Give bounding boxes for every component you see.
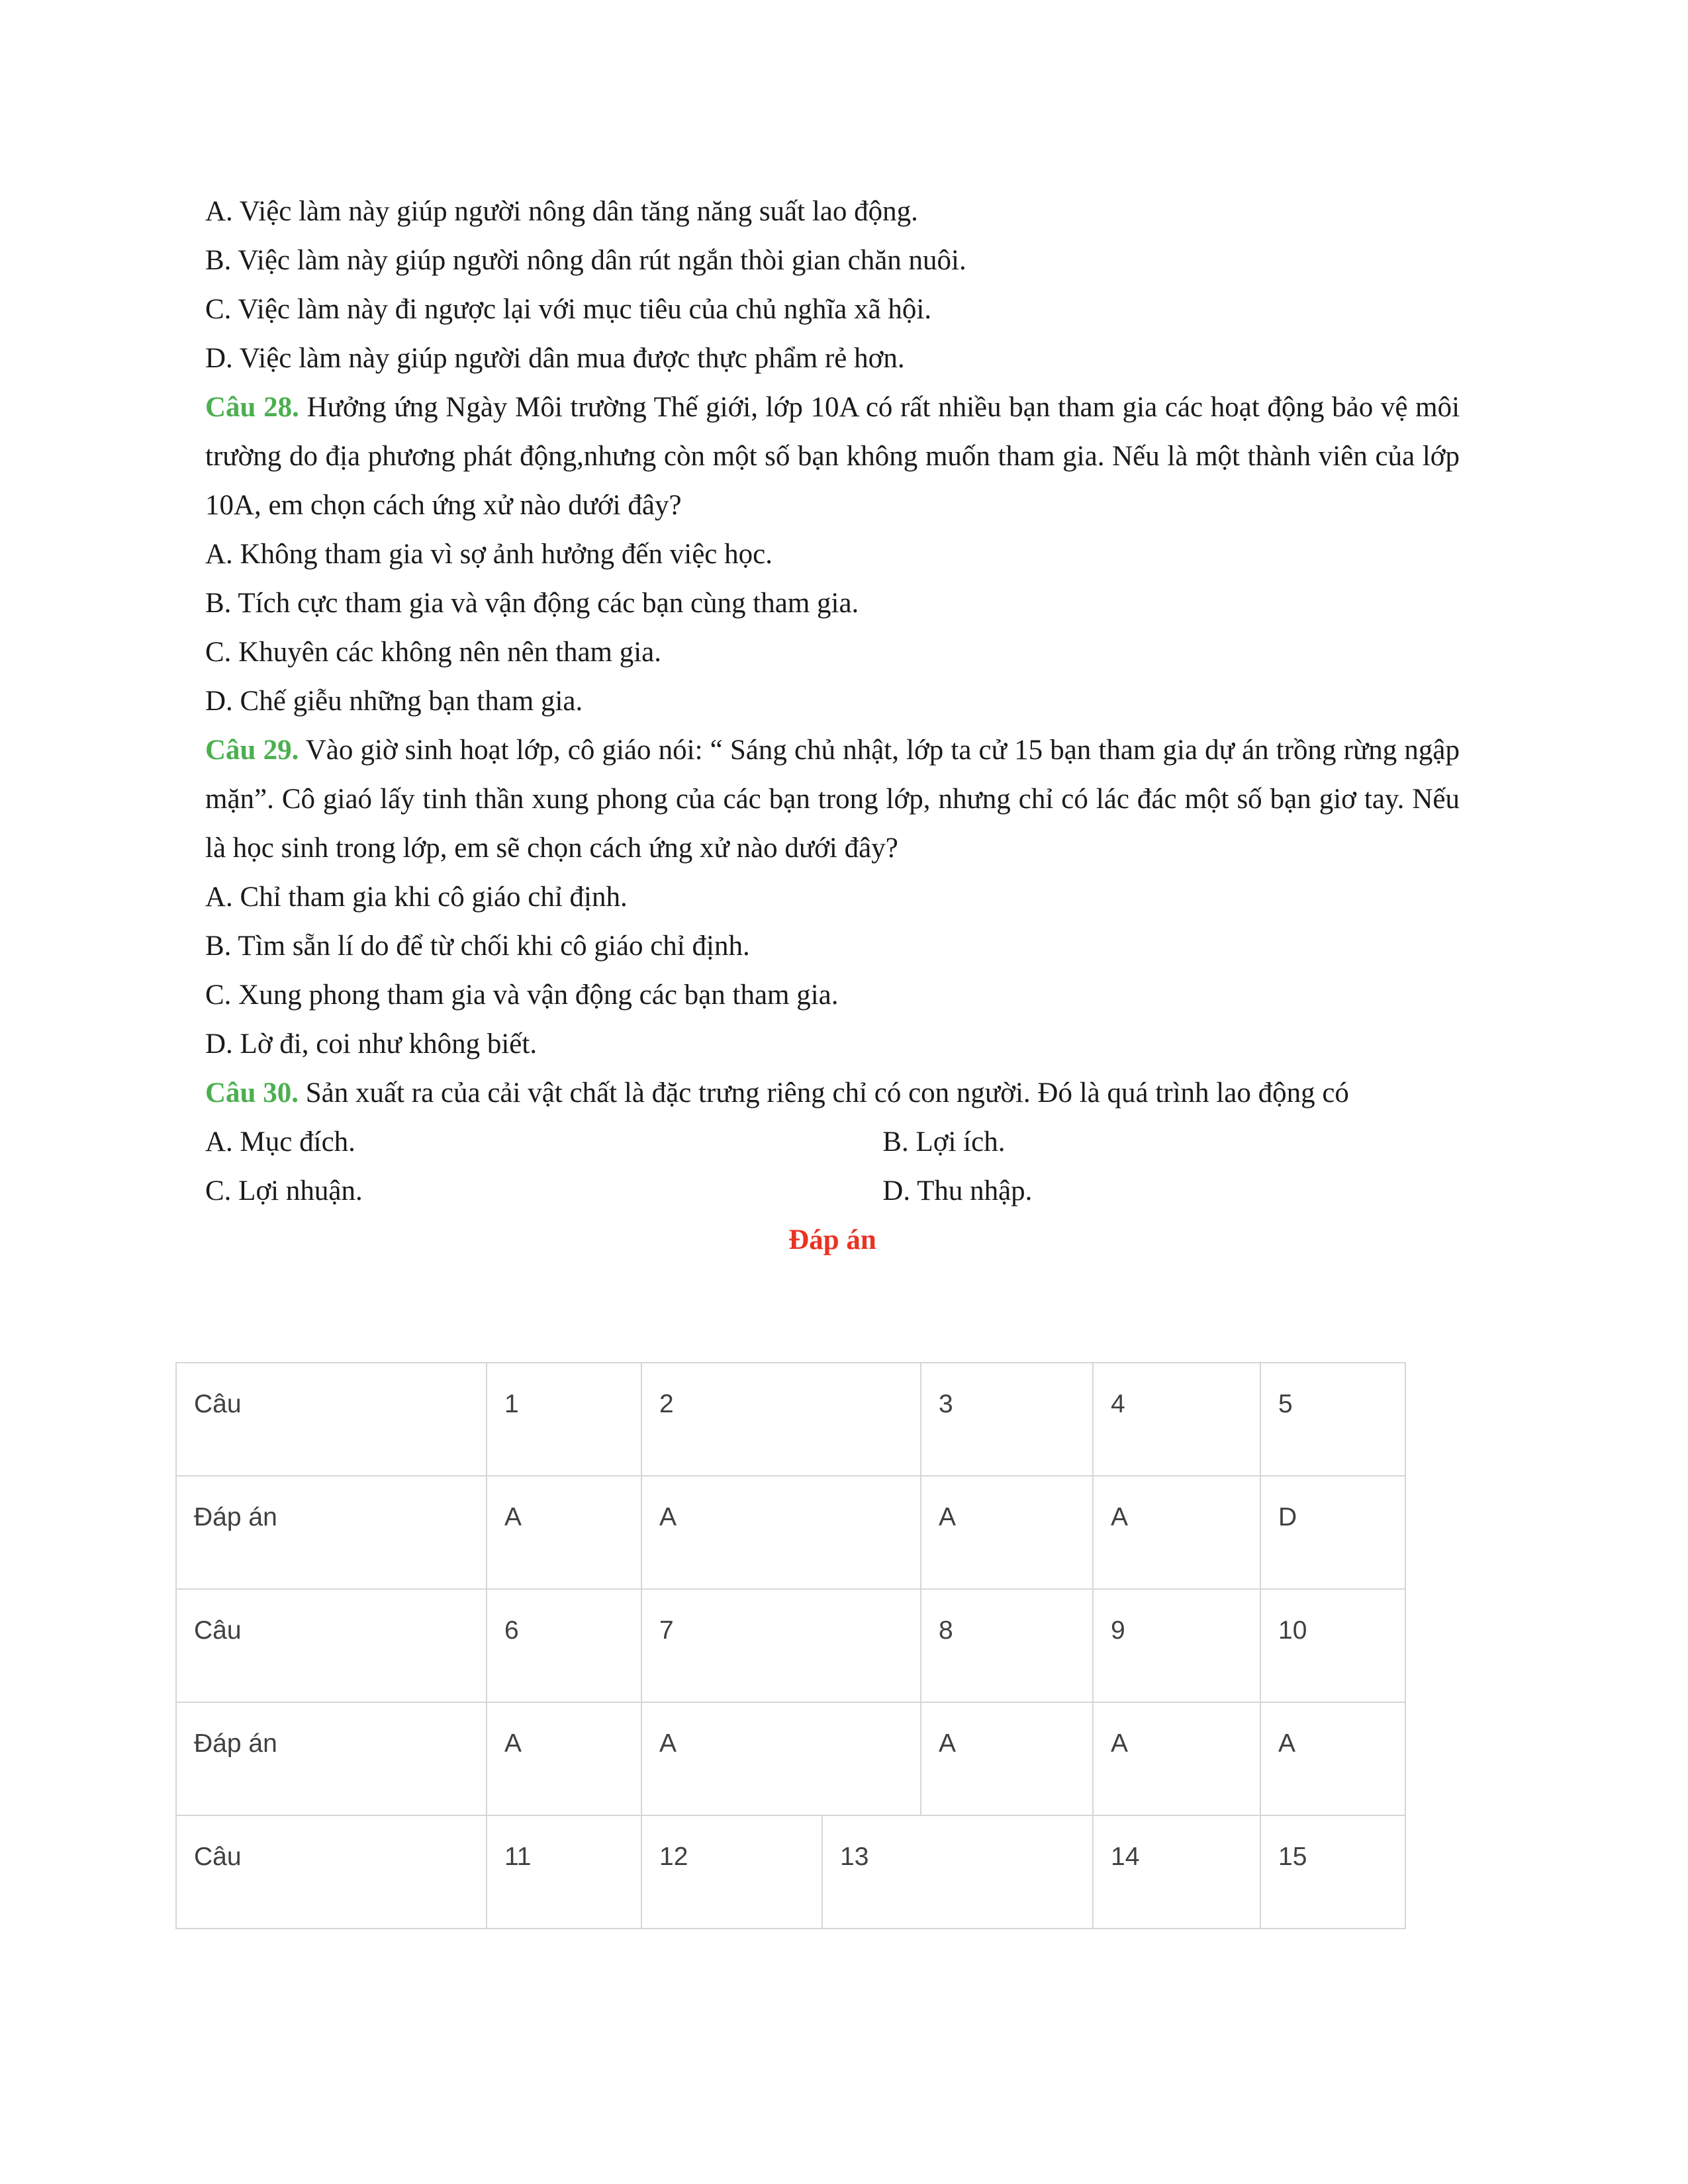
- table-cell: 10: [1260, 1589, 1405, 1702]
- table-cell: Câu: [176, 1815, 487, 1929]
- question-30-label: Câu 30.: [205, 1077, 299, 1109]
- table-cell: 2: [641, 1363, 921, 1476]
- table-cell: A: [921, 1476, 1093, 1589]
- table-cell: 7: [641, 1589, 921, 1702]
- table-cell: Câu: [176, 1589, 487, 1702]
- question-30: [205, 1069, 1460, 1118]
- table-cell: A: [641, 1476, 921, 1589]
- table-row: [176, 1815, 1405, 1929]
- answer-table: [175, 1362, 1406, 1929]
- table-cell: 15: [1260, 1815, 1405, 1929]
- table-cell: Đáp án: [176, 1476, 487, 1589]
- answer-option: C. Việc làm này đi ngược lại với mục tiêu của chủ nghĩa xã hội.: [205, 294, 932, 325]
- table-cell: A: [487, 1702, 641, 1815]
- table-cell: 3: [921, 1363, 1093, 1476]
- answer-option: D. Việc làm này giúp người dân mua được thực phẩm rẻ hơn.: [205, 343, 905, 374]
- question-28-text: Hưởng ứng Ngày Môi trường Thế giới, lớp 10A có rất nhiều bạn tham gia các hoạt động bảo vệ môi trường do địa phương phát động,nhưng còn một số bạn không muốn tham gia. Nếu là một thành viên của lớp 10A, em chọn cách ứng xử nào dưới đây?: [205, 392, 1460, 521]
- answer-option: B. Tích cực tham gia và vận động các bạn cùng tham gia.: [205, 588, 859, 619]
- question-28-label: Câu 28.: [205, 392, 299, 423]
- answers-heading: Đáp án: [788, 1224, 876, 1255]
- table-cell: 6: [487, 1589, 641, 1702]
- answer-option: B. Việc làm này giúp người nông dân rút ngắn thòi gian chăn nuôi.: [205, 245, 966, 276]
- question-29-label: Câu 29.: [205, 735, 299, 766]
- question-30-options-row: [205, 1167, 1460, 1216]
- table-row: [176, 1702, 1405, 1815]
- table-cell: Đáp án: [176, 1702, 487, 1815]
- answer-table-wrap: [175, 1362, 1406, 1929]
- table-cell: 5: [1260, 1363, 1405, 1476]
- question-30-text: Sản xuất ra của cải vật chất là đặc trưng riêng chỉ có con người. Đó là quá trình lao động có: [305, 1077, 1349, 1109]
- table-cell: 12: [641, 1815, 822, 1929]
- answer-option: A. Mục đích.: [205, 1126, 355, 1158]
- answer-option: D. Thu nhập.: [882, 1175, 1033, 1206]
- question-29-text: Vào giờ sinh hoạt lớp, cô giáo nói: “ Sáng chủ nhật, lớp ta cử 15 bạn tham gia dự án trồng rừng ngập mặn”. Cô giaó lấy tinh thần xung phong của các bạn trong lớp, nhưng chỉ có lác đác một số bạn giơ tay. Nếu là học sinh trong lớp, em sẽ chọn cách ứng xử nào dưới đây?: [205, 735, 1460, 864]
- table-cell: 14: [1093, 1815, 1260, 1929]
- table-cell: 9: [1093, 1589, 1260, 1702]
- document-content: [205, 187, 1460, 1265]
- table-cell: D: [1260, 1476, 1405, 1589]
- table-row: [176, 1476, 1405, 1589]
- answer-option: A. Chỉ tham gia khi cô giáo chỉ định.: [205, 882, 628, 913]
- table-row: [176, 1589, 1405, 1702]
- table-cell: Câu: [176, 1363, 487, 1476]
- question-28: [205, 383, 1460, 530]
- table-cell: A: [641, 1702, 921, 1815]
- answer-option: A. Không tham gia vì sợ ảnh hưởng đến việc học.: [205, 539, 773, 570]
- table-cell: 13: [822, 1815, 1093, 1929]
- table-cell: A: [921, 1702, 1093, 1815]
- table-cell: 4: [1093, 1363, 1260, 1476]
- answer-option: A. Việc làm này giúp người nông dân tăng năng suất lao động.: [205, 196, 918, 227]
- table-cell: A: [487, 1476, 641, 1589]
- answer-option: C. Lợi nhuận.: [205, 1175, 363, 1206]
- question-30-options-row: [205, 1118, 1460, 1167]
- answer-option: B. Lợi ích.: [882, 1126, 1006, 1158]
- table-cell: A: [1260, 1702, 1405, 1815]
- table-cell: 11: [487, 1815, 641, 1929]
- table-row: [176, 1363, 1405, 1476]
- answer-option: D. Lờ đi, coi như không biết.: [205, 1028, 538, 1060]
- table-cell: A: [1093, 1702, 1260, 1815]
- table-cell: 1: [487, 1363, 641, 1476]
- table-cell: 8: [921, 1589, 1093, 1702]
- question-29: [205, 726, 1460, 873]
- answer-option: D. Chế giễu những bạn tham gia.: [205, 686, 583, 717]
- answer-option: C. Khuyên các không nên nên tham gia.: [205, 637, 662, 668]
- answer-option: B. Tìm sẵn lí do để từ chối khi cô giáo chỉ định.: [205, 931, 750, 962]
- table-cell: A: [1093, 1476, 1260, 1589]
- answer-option: C. Xung phong tham gia và vận động các bạn tham gia.: [205, 979, 839, 1011]
